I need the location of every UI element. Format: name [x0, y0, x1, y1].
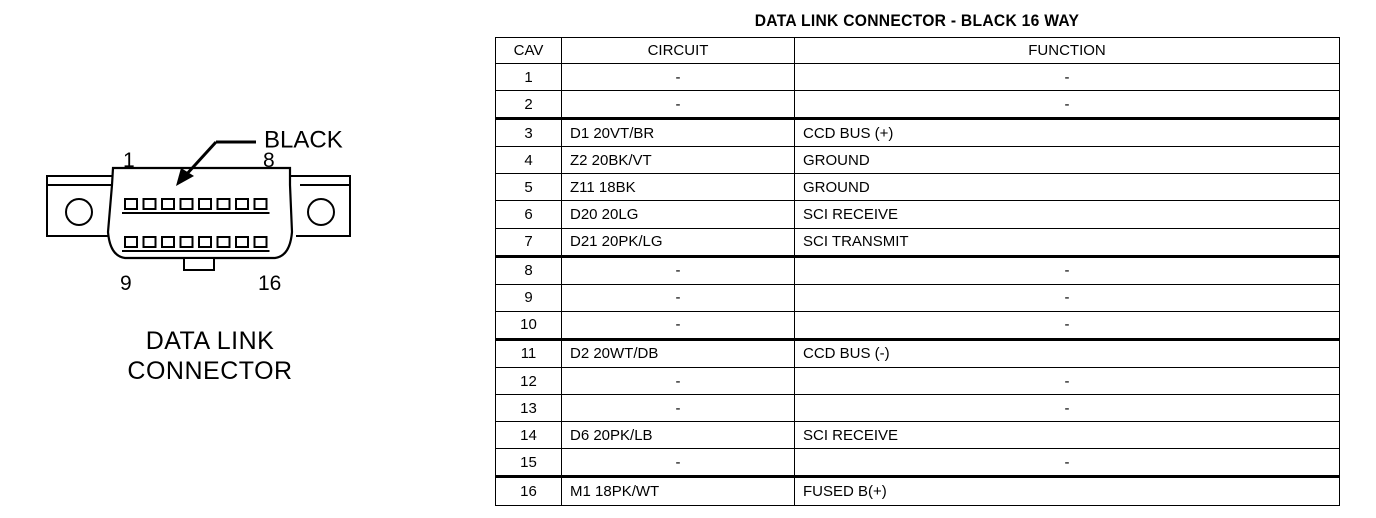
- pin-label-8: 8: [263, 149, 275, 172]
- latch-tab: [184, 258, 214, 270]
- connector-caption: [60, 326, 360, 386]
- top-pin-6: [218, 199, 230, 209]
- cav-cell: 10: [496, 311, 562, 339]
- table-row: [496, 147, 1340, 174]
- bottom-pin-12: [181, 237, 193, 247]
- function-cell: -: [795, 91, 1340, 119]
- top-pin-7: [236, 199, 248, 209]
- bottom-pin-10: [144, 237, 156, 247]
- function-cell: GROUND: [795, 147, 1340, 174]
- top-pin-3: [162, 199, 174, 209]
- top-pin-5: [199, 199, 211, 209]
- top-pin-2: [144, 199, 156, 209]
- cav-cell: 7: [496, 228, 562, 256]
- cav-cell: 1: [496, 64, 562, 91]
- circuit-cell: -: [562, 256, 795, 284]
- top-pin-4: [181, 199, 193, 209]
- circuit-cell: Z11 18BK: [562, 174, 795, 201]
- table-row: [496, 201, 1340, 228]
- caption-line-1: DATA LINK: [145, 327, 275, 355]
- top-pin-1: [125, 199, 137, 209]
- circuit-cell: D6 20PK/LB: [562, 422, 795, 449]
- function-cell: -: [795, 64, 1340, 91]
- header-cav: CAV: [496, 38, 562, 64]
- circuit-cell: -: [562, 368, 795, 395]
- table-row: [496, 284, 1340, 311]
- table-row: [496, 422, 1340, 449]
- circuit-cell: -: [562, 311, 795, 339]
- function-cell: CCD BUS (+): [795, 119, 1340, 147]
- right-mounting-ear: [290, 176, 350, 236]
- table-row: [496, 91, 1340, 119]
- function-cell: -: [795, 311, 1340, 339]
- table-row: [496, 64, 1340, 91]
- circuit-cell: D1 20VT/BR: [562, 119, 795, 147]
- cav-cell: 9: [496, 284, 562, 311]
- function-cell: -: [795, 256, 1340, 284]
- cav-cell: 12: [496, 368, 562, 395]
- circuit-cell: -: [562, 449, 795, 477]
- cav-cell: 2: [496, 91, 562, 119]
- function-cell: GROUND: [795, 174, 1340, 201]
- table-row: [496, 311, 1340, 339]
- pinout-table: [495, 37, 1340, 506]
- function-cell: CCD BUS (-): [795, 339, 1340, 367]
- caption-line-2: CONNECTOR: [127, 357, 293, 385]
- cav-cell: 4: [496, 147, 562, 174]
- function-cell: -: [795, 368, 1340, 395]
- function-cell: -: [795, 284, 1340, 311]
- table-row: [496, 449, 1340, 477]
- circuit-cell: D2 20WT/DB: [562, 339, 795, 367]
- table-row: [496, 368, 1340, 395]
- pin-label-9: 9: [120, 272, 132, 295]
- table-row: [496, 228, 1340, 256]
- circuit-cell: D20 20LG: [562, 201, 795, 228]
- bottom-pin-11: [162, 237, 174, 247]
- bottom-pin-9: [125, 237, 137, 247]
- table-row: [496, 339, 1340, 367]
- circuit-cell: D21 20PK/LG: [562, 228, 795, 256]
- table-row: [496, 119, 1340, 147]
- table-title: DATA LINK CONNECTOR - BLACK 16 WAY: [754, 11, 1080, 30]
- header-function: FUNCTION: [795, 38, 1340, 64]
- cav-cell: 13: [496, 395, 562, 422]
- circuit-cell: M1 18PK/WT: [562, 477, 795, 505]
- connector-color-label: BLACK: [264, 126, 343, 154]
- table-row: [496, 477, 1340, 505]
- cav-cell: 8: [496, 256, 562, 284]
- pin-label-16: 16: [258, 272, 282, 295]
- circuit-cell: -: [562, 64, 795, 91]
- circuit-cell: -: [562, 284, 795, 311]
- circuit-cell: -: [562, 395, 795, 422]
- cav-cell: 11: [496, 339, 562, 367]
- table-row: [496, 395, 1340, 422]
- pinout-body: [496, 64, 1340, 506]
- circuit-cell: -: [562, 91, 795, 119]
- circuit-cell: Z2 20BK/VT: [562, 147, 795, 174]
- cav-cell: 6: [496, 201, 562, 228]
- bottom-pin-16: [255, 237, 267, 247]
- function-cell: -: [795, 395, 1340, 422]
- cav-cell: 3: [496, 119, 562, 147]
- top-pin-8: [255, 199, 267, 209]
- table-row: [496, 256, 1340, 284]
- function-cell: FUSED B(+): [795, 477, 1340, 505]
- cav-cell: 15: [496, 449, 562, 477]
- function-cell: SCI RECEIVE: [795, 201, 1340, 228]
- bottom-pin-13: [199, 237, 211, 247]
- bottom-pin-15: [236, 237, 248, 247]
- function-cell: SCI RECEIVE: [795, 422, 1340, 449]
- bottom-pin-14: [218, 237, 230, 247]
- table-row: [496, 174, 1340, 201]
- pin-label-1: 1: [123, 149, 135, 172]
- cav-cell: 5: [496, 174, 562, 201]
- table-header-row: [496, 38, 1340, 64]
- cav-cell: 16: [496, 477, 562, 505]
- connector-diagram: [0, 0, 490, 518]
- function-cell: SCI TRANSMIT: [795, 228, 1340, 256]
- function-cell: -: [795, 449, 1340, 477]
- header-circuit: CIRCUIT: [562, 38, 795, 64]
- cav-cell: 14: [496, 422, 562, 449]
